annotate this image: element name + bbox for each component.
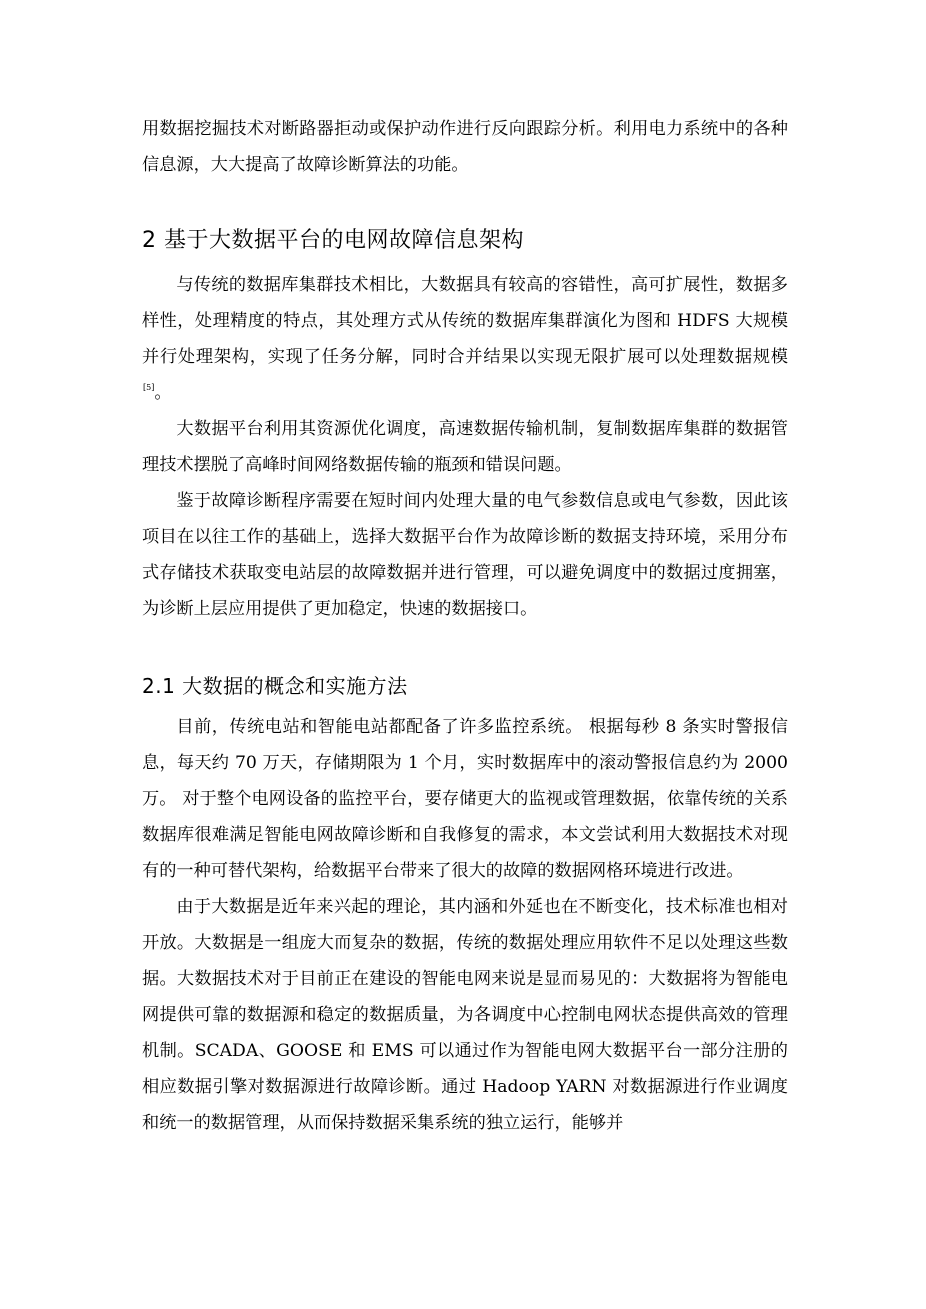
paragraph-platform-scheduling: 大数据平台利用其资源优化调度，高速数据传输机制，复制数据库集群的数据管理技术摆脱了高峰时间网络数据传输的瓶颈和错误问题。 [142, 419, 788, 475]
section-heading-2: 2 基于大数据平台的电网故障信息架构 [142, 228, 524, 253]
subsection-heading-2-1: 2.1 大数据的概念和实施方法 [142, 674, 408, 698]
citation-reference: [5] [143, 383, 155, 392]
paragraph-big-data-comparison [142, 267, 788, 411]
paragraph-end-punctuation: 。 [154, 383, 172, 403]
paragraph-monitoring-systems: 目前，传统电站和智能电站都配备了许多监控系统。 根据每秒 8 条实时警报信息，每天约 70 万天，存储期限为 1 个月，实时数据库中的滚动警报信息约为 2000 万。 对于整个电网设备的监控平台，要存储更大的监视或管理数据，依靠传统的关系数据库很难满足智能电网故障诊断和自我修复的需求，本文尝试利用大数据技术对现有的一种可替代架构，给数据平台带来了很大的故障的数据网格环境进行改进。 [142, 717, 788, 881]
paragraph-text: 与传统的数据库集群技术相比，大数据具有较高的容错性，高可扩展性，数据多样性，处理精度的特点，其处理方式从传统的数据库集群演化为图和 HDFS 大规模并行处理架构，实现了任务分解，同时合并结果以实现无限扩展可以处理数据规模 [142, 275, 788, 367]
paragraph-intro-continuation: 用数据挖掘技术对断路器拒动或保护动作进行反向跟踪分析。利用电力系统中的各种信息源，大大提高了故障诊断算法的功能。 [142, 119, 788, 175]
paragraph-fault-diagnosis-environment: 鉴于故障诊断程序需要在短时间内处理大量的电气参数信息或电气参数，因此该项目在以往工作的基础上，选择大数据平台作为故障诊断的数据支持环境，采用分布式存储技术获取变电站层的故障数据并进行管理，可以避免调度中的数据过度拥塞，为诊断上层应用提供了更加稳定，快速的数据接口。 [142, 491, 788, 619]
paragraph-big-data-theory: 由于大数据是近年来兴起的理论，其内涵和外延也在不断变化，技术标准也相对开放。大数据是一组庞大而复杂的数据，传统的数据处理应用软件不足以处理这些数据。大数据技术对于目前正在建设的智能电网来说是显而易见的：大数据将为智能电网提供可靠的数据源和稳定的数据质量，为各调度中心控制电网状态提供高效的管理机制。SCADA、GOOSE 和 EMS 可以通过作为智能电网大数据平台一部分注册的相应数据引擎对数据源进行故障诊断。通过 Hadoop YARN 对数据源进行作业调度和统一的数据管理，从而保持数据采集系统的独立运行，能够并 [142, 897, 788, 1133]
document-page [142, 111, 788, 1141]
